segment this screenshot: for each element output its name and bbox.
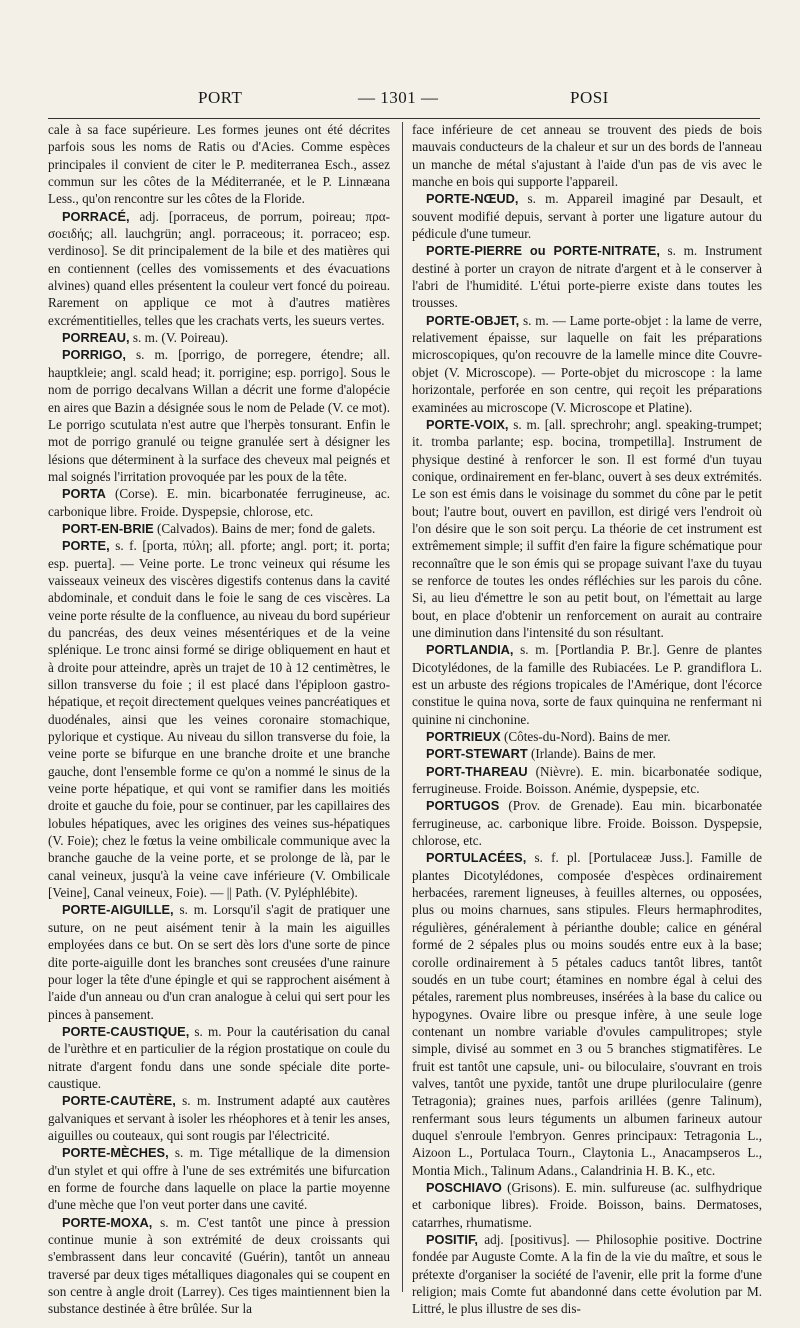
dictionary-entry [412, 416, 762, 641]
dictionary-entry [412, 849, 762, 1179]
entry-headword: PORTE-PIERRE ou PORTE-NITRATE, [426, 243, 660, 259]
entry-headword: PORTA [62, 486, 106, 502]
column-divider [402, 122, 403, 1292]
dictionary-entry [412, 1231, 762, 1318]
entry-text: (Côtes-du-Nord). Bains de mer. [500, 729, 671, 745]
dictionary-entry [412, 312, 762, 416]
dictionary-entry [48, 1092, 390, 1144]
entry-headword: PORREAU, [62, 330, 130, 346]
entry-text: s. m. [all. sprechrohr; angl. speaking-trumpet; it. tromba parlante; esp. bocina, trompetilla]. Instrument de physique destiné à renforcer le son. Il est formé d'un tuyau conique, ordinairement en fer-blanc, ouvert à ses deux extrémités. Le son est émis dans le voisinage du sommet du cône par le petit bout; l'autre bout, ouvert en pavillon, est dirigé vers l'endroit où l'on désire que le son soit perçu. La théorie de cet instrument est extrêmement simple; il suffit d'en faire la figure schématique pour reconnaître que le son émis qui se propage suivant l'axe du tuyau se renforce de toutes les ondes réfléchies sur les parois du cône. Si, au lieu d'émettre le son au petit bout, on l'émettait au large bout, en place d'obtenir un renforcement on aurait au contraire une diminution dans l'intensité du son résultant. [412, 416, 762, 640]
entry-text: (Prov. de Grenade). Eau min. bicarbonatée ferrugineuse, ac. carbonique libre. Froide. Boisson. Dyspepsie, chlorose, etc. [412, 798, 762, 849]
dictionary-entry [48, 208, 390, 329]
dictionary-entry [48, 537, 390, 901]
header-rule [48, 118, 760, 119]
right-column [412, 121, 762, 1318]
dictionary-entry [412, 763, 762, 798]
entry-text: s. m. [porrigo, de porregere, étendre; all. hauptkleie; angl. scald head; it. porrigine; esp. porrigo]. Sous le nom de porrigo decalvans Willan a décrit une forme d'alopécie en aires que Bazin a désignée sous le nom de Pelade (V. ce mot). Le porrigo scutulata n'est autre que l'herpès tonsurant. Enfin le mot de porrigo granulé ou teigne granulée sert à désigner les lésions que déterminent à la surface des cheveux mal peignés et mal soignés l'irritation provoquée par les poux de la tête. [48, 347, 390, 484]
entry-headword: PORTRIEUX [426, 729, 501, 745]
entry-text: s. m. Tige métallique de la dimension d'un stylet et qui offre à l'une de ses extrémités une bifurcation en forme de fourche dans laquelle on place la partie moyenne d'une mèche que l'on veut porter dans une cavité. [48, 1145, 390, 1213]
dictionary-entry [48, 1023, 390, 1092]
dictionary-entry [412, 1179, 762, 1231]
entry-headword: PORTE-VOIX, [426, 416, 509, 432]
dictionary-entry [412, 190, 762, 242]
entry-text: s. f. pl. [Portulaceæ Juss.]. Famille de plantes Dicotylédones, composée d'espèces ordinairement herbacées, rarement ligneuses, à feuilles alternes, ou opposées, plus ou moins charnues, sans stipules. Fleurs hermaphrodites, régulières, généralement à périanthe double; calice en général formé de 2 sépales plus ou moins soudés entre eux à la base; corolle ordinairement à 5 pétales caducs tantôt libres, tantôt soudés en un tube court; étamines en nombre égal à celui des pétales, rarement plus nombreuses, insérées à la base du calice ou hypogynes. Ovaire libre ou presque infère, à une seule loge contenant un nombre variable d'ovules campulitropes; style simple, divisé au sommet en 3 ou 5 branches stigmatifères. Le fruit est tantôt une capsule, uni- ou biloculaire, s'ouvrant en trois valves, tantôt une pyxide, tantôt une drupe pluriloculaire (genre Tetragonia); graines nues, parfois arillées (genre Talinum), renfermant sous leurs téguments un albumen farineux autour duquel s'enroule l'embryon. Genres principaux: Tetragonia L., Aizoon L., Portulaca Tourn., Claytonia L., Anacampseros L., Montia Mich., Talinum Adans., Calandrinia H. B. K., etc. [412, 850, 762, 1178]
header-left-word: PORT [198, 88, 243, 107]
dictionary-entry [412, 728, 762, 745]
entry-text: (Grisons). E. min. sulfureuse (ac. sulfhydrique et carbonique libres). Froide. Boisson, bains. Dermatoses, catarrhes, rhumatisme. [412, 1179, 762, 1230]
left-column [48, 121, 390, 1318]
entry-text: s. m. — Lame porte-objet : la lame de verre, relativement épaisse, sur laquelle on fait les préparations microscopiques, qu'on recouvre de la lamelle mince dite Couvre-objet (V. Microscope). — Porte-objet du microscope : la lame horizontale, perforée en son centre, qui reçoit les préparations examinées au microscope (V. Microscope et Platine). [412, 312, 762, 415]
entry-headword: PORTE-MÈCHES, [62, 1145, 169, 1161]
entry-headword: PORRACÉ, [62, 208, 130, 224]
entry-headword: PORTE, [62, 538, 110, 554]
entry-text: s. m. Pour la cautérisation du canal de l'urèthre et en particulier de la région prostatique on coule du nitrate d'argent fondu dans une sonde spéciale dite porte-caustique. [48, 1023, 390, 1091]
dictionary-entry [412, 242, 762, 311]
entry-headword: PORRIGO, [62, 347, 126, 363]
entry-headword: PORTE-MOXA, [62, 1214, 153, 1230]
dictionary-entry [48, 901, 390, 1022]
page-number: — 1301 — [358, 88, 439, 107]
entry-text: s. m. Appareil imaginé par Desault, et souvent modifié depuis, servant à porter une ligature autour du pédicule d'une tumeur. [412, 191, 762, 242]
dictionary-entry [48, 520, 390, 537]
entry-text: s. m. Instrument destiné à porter un crayon de nitrate d'argent et à le conserver à l'abri de l'humidité. L'étui porte-pierre existe dans toutes les trousses. [412, 243, 762, 311]
entry-text: s. m. Instrument adapté aux cautères galvaniques et servant à isoler les rhéophores et à tenir les anses, aiguilles ou couteaux, qui sont rougis par l'électricité. [48, 1093, 390, 1143]
entry-headword: PORT-THAREAU [426, 763, 528, 779]
dictionary-entry [48, 1144, 390, 1213]
entry-headword: PORT-STEWART [426, 746, 528, 762]
entry-headword: PORTE-AIGUILLE, [62, 902, 174, 918]
running-header [50, 88, 758, 114]
dictionary-entry [48, 485, 390, 520]
dictionary-entry [412, 745, 762, 762]
entry-headword: POSCHIAVO [426, 1179, 502, 1195]
entry-text: face inférieure de cet anneau se trouvent des pieds de bois mauvais conducteurs de la chaleur et sur un des bords de l'anneau un manche de métal s'ajustant à l'aide d'un pas de vis avec le manche en bois qui supporte l'appareil. [412, 122, 762, 190]
entry-headword: PORTE-OBJET, [426, 312, 520, 328]
dictionary-entry [48, 329, 390, 346]
entry-text: cale à sa face supérieure. Les formes jeunes ont été décrites parfois sous les noms de Ratis ou d'Acies. Comme espèces principales il convient de citer le P. mediterranea Esch., assez commun sur les côtes de la Méditerranée, et le P. Linnæana Less., qu'on rencontre sur les côtes de la Floride. [48, 122, 390, 207]
dictionary-entry [412, 797, 762, 849]
entry-text: (Calvados). Bains de mer; fond de galets. [153, 520, 376, 536]
entry-headword: PORTE-CAUSTIQUE, [62, 1023, 190, 1039]
dictionary-entry [48, 1214, 390, 1318]
entry-headword: PORT-EN-BRIE [62, 520, 154, 536]
dictionary-entry [412, 641, 762, 728]
entry-text: adj. [positivus]. — Philosophie positive. Doctrine fondée par Auguste Comte. A la fin de la vie du maître, et sous le prétexte d'organiser la société de l'avenir, elle prit la forme d'une religion; mais Comte fut abandonné dans cette évolution par M. Littré, le plus illustre de ses dis- [412, 1232, 762, 1317]
entry-headword: PORTE-CAUTÈRE, [62, 1093, 176, 1109]
entry-headword: PORTULACÉES, [426, 850, 527, 866]
entry-text: s. f. [porta, πύλη; all. pforte; angl. port; it. porta; esp. puerta]. — Veine porte. Le tronc veineux qui résume les vaisseaux veineux des viscères digestifs contenus dans la cavité abdominale, et conduit dans le foie le sang de ces viscères. La veine porte résulte de la confluence, au niveau du bord supérieur du pancréas, des deux veines mésentériques et de la veine splénique. Le tronc ainsi formé se dirige obliquement en haut et à droite pour atteindre, après un trajet de 10 à 12 centimètres, le sillon transverse du foie ; il est placé dans l'épiploon gastro-hépatique, et reçoit directement quelques veines pancréatiques et duodénales, ainsi que les veines coronaire stomachique, pylorique et cystique. Au niveau du sillon transverse du foie, la veine porte se bifurque en une branche droite et une branche gauche, dont l'ensemble forme ce qu'on a nommé le sinus de la veine porte hépatique, et qui vont se ramifier dans les moitiés droite et gauche du foie, pour se continuer, par les capillaires des lobules hépatiques, avec les origines des veines sus-hépatiques (V. Foie); chez le fœtus la veine ombilicale communique avec la branche gauche de la veine porte, et se prolonge de là, par le canal veineux, jusqu'à la veine cave inférieure (V. Ombilicale [Veine], Canal veineux, Foie). — || Path. (V. Pyléphlébite). [48, 538, 390, 901]
entry-headword: PORTLANDIA, [426, 642, 514, 658]
entry-text: s. m. C'est tantôt une pince à pression continue munie à son extrémité de deux croissants qui s'embrassent dans leur concavité (Guérin), tantôt un anneau traversé par deux tiges métalliques diagonales qui se coupent en son centre à angle droit (Larrey). Ces tiges maintiennent bien la substance destinée à être brûlée. Sur la [48, 1214, 390, 1317]
entry-text: s. m. [Portlandia P. Br.]. Genre de plantes Dicotylédones, de la famille des Rubiacées. Le P. grandiflora L. est un arbuste des régions tropicales de l'Amérique, dont l'écorce constitue le quina nova, sorte de faux quinquina ne renfermant ni quinine ni cinchonine. [412, 642, 762, 727]
entry-text: (Irlande). Bains de mer. [527, 746, 656, 762]
entry-text: s. m. Lorsqu'il s'agit de pratiquer une suture, on ne peut aisément tenir à la main les aiguilles employées dans ce but. On se sert dès lors d'une sorte de pince dite porte-aiguille dont les branches sont creusées d'une rainure pour loger la tête d'une épingle et qui se rapprochent aisément à l'aide d'un anneau ou d'un cran analogue à celui qui sert pour les pinces à pansement. [48, 902, 390, 1022]
entry-text: (Nièvre). E. min. bicarbonatée sodique, ferrugineuse. Froide. Boisson. Anémie, dyspepsie, etc. [412, 763, 762, 797]
dictionary-entry [412, 121, 762, 190]
dictionary-entry [48, 346, 390, 485]
entry-headword: PORTE-NŒUD, [426, 191, 519, 207]
entry-headword: PORTUGOS [426, 798, 500, 814]
entry-headword: POSITIF, [426, 1232, 478, 1247]
entry-text: s. m. (V. Poireau). [129, 330, 229, 346]
entry-text: (Corse). E. min. bicarbonatée ferrugineuse, ac. carbonique libre. Froide. Dyspepsie, chlorose, etc. [48, 486, 390, 519]
dictionary-entry [48, 121, 390, 208]
header-right-word: POSI [570, 88, 609, 107]
entry-text: adj. [porraceus, de porrum, poireau; πρα-σοειδής; all. lauchgrün; angl. porraceous; it. porraceo; esp. verdinoso]. Se dit principalement de la bile et des matières qui en contiennent (celles des vomissements et des évacuations alvines) quand elles présentent la couleur vert foncé du poireau. Rarement on applique ce mot à d'autres matières excrémentitielles, telles que les crachats verts, les sueurs vertes. [48, 208, 390, 328]
